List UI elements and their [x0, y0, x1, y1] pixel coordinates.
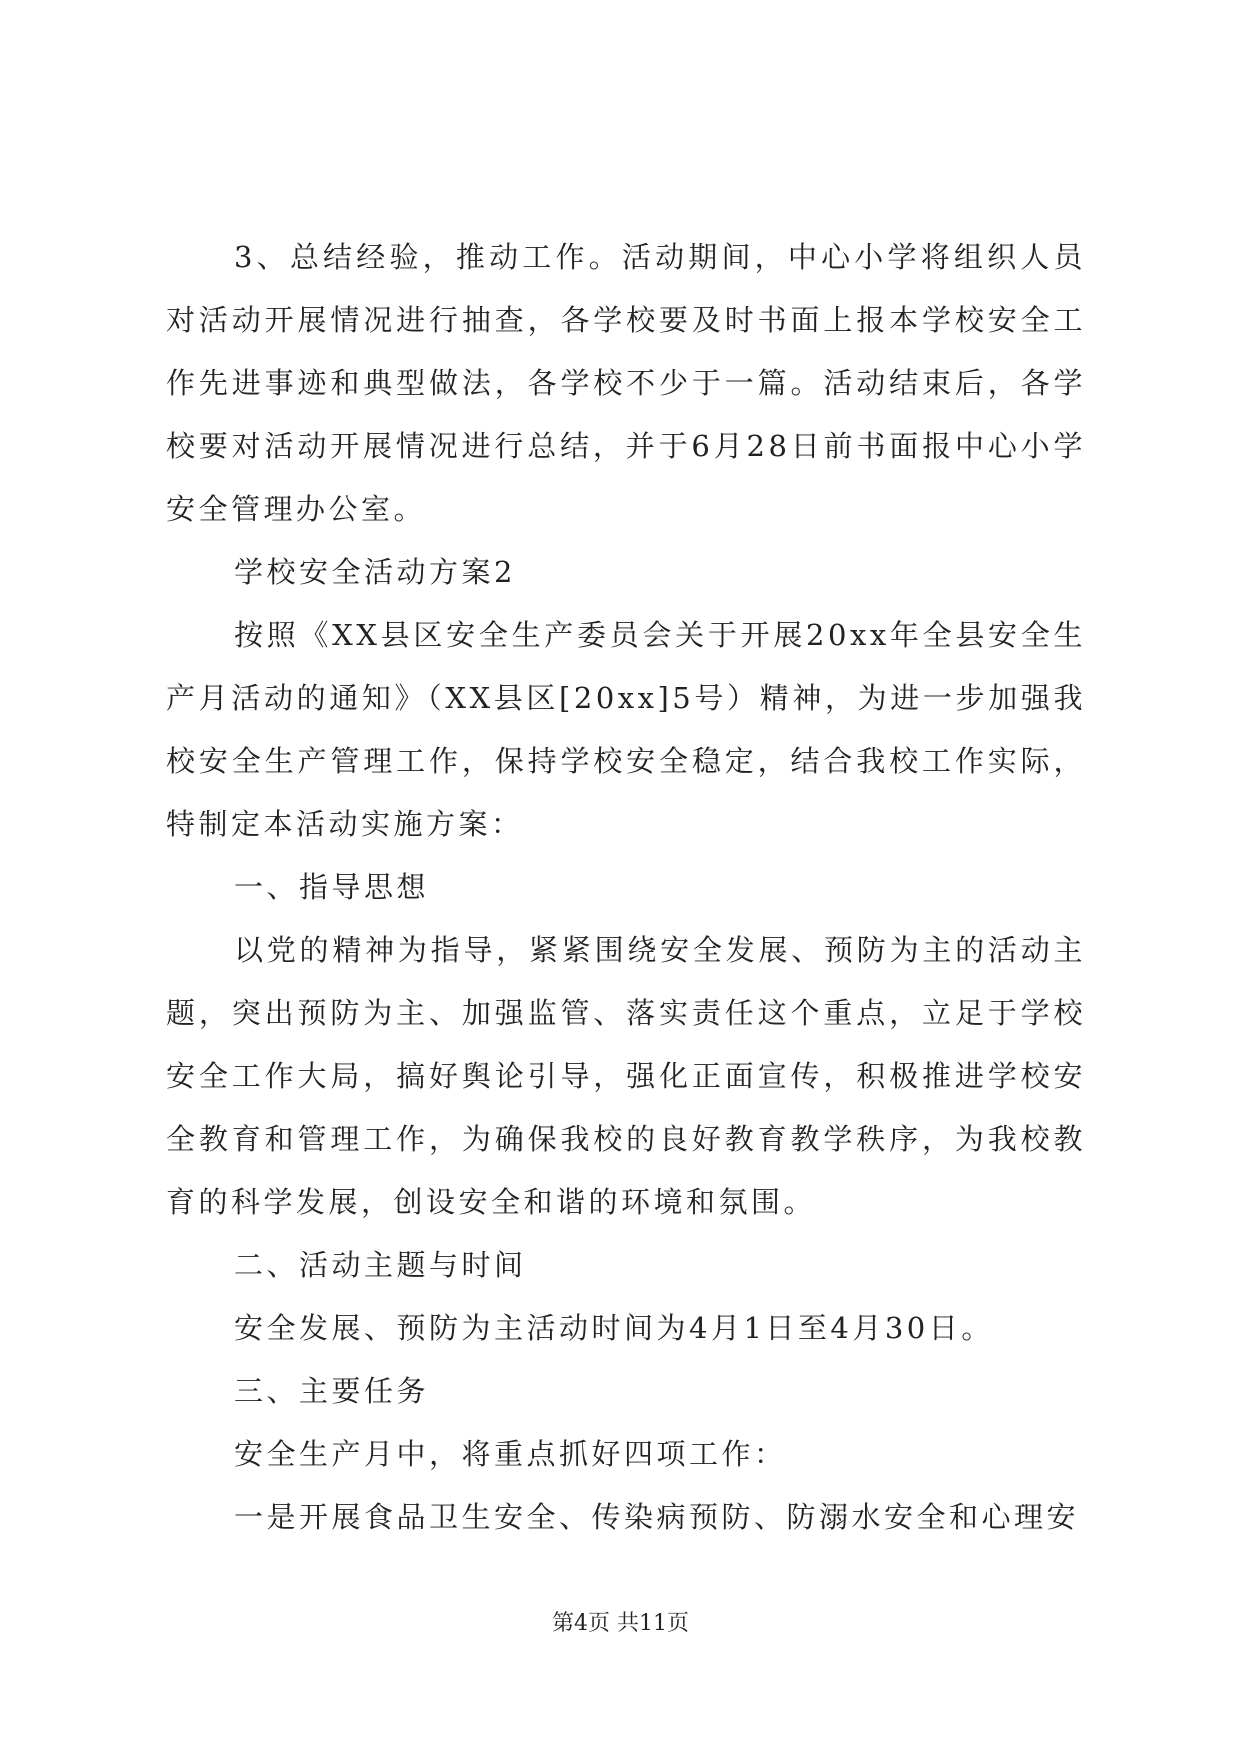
section-title-plan-2: 学校安全活动方案2 — [234, 555, 516, 589]
heading-main-tasks: 三、主要任务 — [234, 1374, 430, 1408]
heading-theme-and-time: 二、活动主题与时间 — [234, 1248, 527, 1282]
paragraph-theme-and-time: 安全发展、预防为主活动时间为4月1日至4月30日。 — [234, 1311, 994, 1345]
paragraph-notice-reference: 按照《XX县区安全生产委员会关于开展20xx年全县安全生产月活动的通知》（XX县区[20xx]5号）精神，为进一步加强我校安全生产管理工作，保持学校安全稳定，结合我校工作实际，特制定本活动实施方案： — [166, 618, 1086, 841]
page-number-label: 第4页 共11页 — [552, 1611, 689, 1636]
paragraph-summary-experience: 3、总结经验，推动工作。活动期间，中心小学将组织人员对活动开展情况进行抽查，各学校要及时书面上报本学校安全工作先进事迹和典型做法，各学校不少于一篇。活动结束后，各学校要对活动开展情况进行总结，并于6月28日前书面报中心小学安全管理办公室。 — [166, 240, 1086, 526]
document-body — [166, 226, 1086, 1549]
paragraph-guiding-ideology: 以党的精神为指导，紧紧围绕安全发展、预防为主的活动主题，突出预防为主、加强监管、落实责任这个重点，立足于学校安全工作大局，搞好舆论引导，强化正面宣传，积极推进学校安全教育和管理工作，为确保我校的良好教育教学秩序，为我校教育的科学发展，创设安全和谐的环境和氛围。 — [166, 933, 1086, 1219]
paragraph-task-one: 一是开展食品卫生安全、传染病预防、防溺水安全和心理安 — [234, 1500, 1080, 1534]
page-footer — [0, 1606, 1241, 1637]
paragraph-main-tasks-intro: 安全生产月中，将重点抓好四项工作： — [234, 1437, 787, 1471]
heading-guiding-ideology: 一、指导思想 — [234, 870, 430, 904]
